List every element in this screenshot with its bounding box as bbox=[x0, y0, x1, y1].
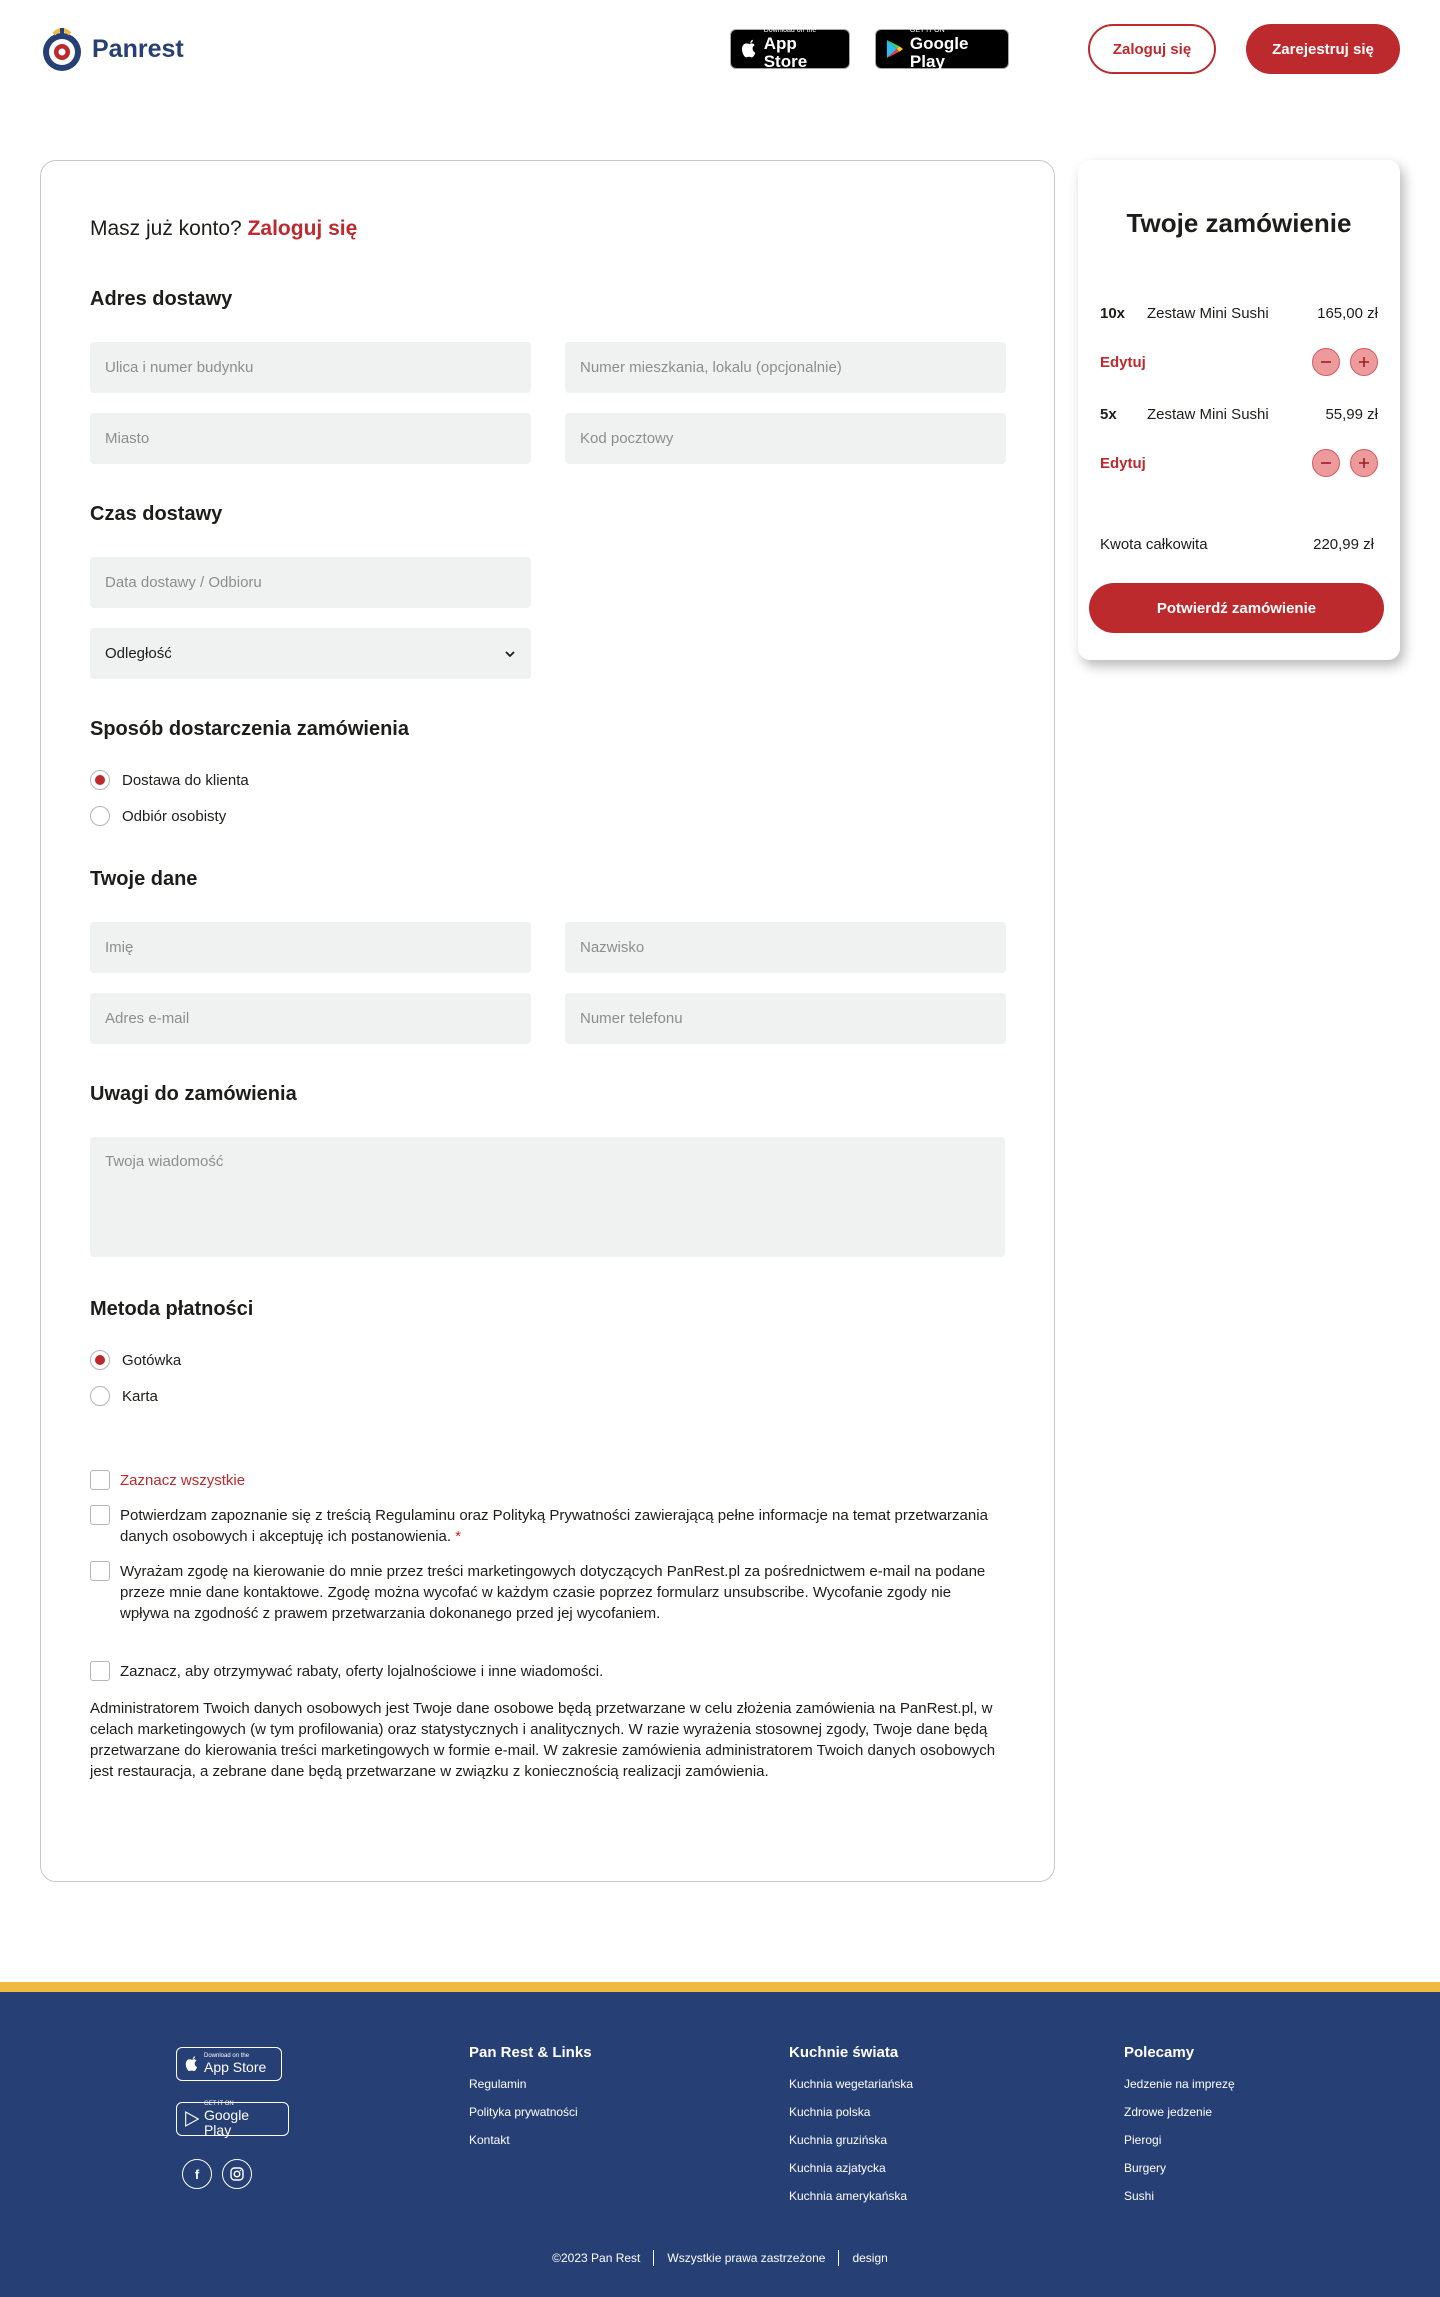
payment-section-title: Metoda płatności bbox=[90, 1298, 254, 1320]
checkbox[interactable] bbox=[90, 1661, 110, 1681]
minus-button[interactable] bbox=[1312, 348, 1340, 376]
order-item-price: 55,99 zł bbox=[1325, 406, 1378, 423]
postal-code-input[interactable]: Kod pocztowy bbox=[565, 413, 1006, 464]
radio-button[interactable] bbox=[90, 770, 110, 790]
google-play-icon bbox=[185, 2111, 199, 2127]
order-summary-card bbox=[1078, 160, 1400, 660]
google-play-small-text: GET IT ON bbox=[909, 27, 945, 34]
delivery-option-pickup-label: Odbiór osobisty bbox=[122, 807, 227, 825]
logo-text: Panrest bbox=[92, 34, 184, 63]
chevron-down-icon bbox=[504, 650, 516, 658]
logo-icon bbox=[40, 24, 84, 74]
checkbox[interactable] bbox=[90, 1505, 110, 1525]
plus-button[interactable] bbox=[1350, 348, 1378, 376]
checkout-form-card bbox=[40, 160, 1055, 1882]
delivery-date-input[interactable]: Data dostawy / Odbioru bbox=[90, 557, 531, 608]
footer-link[interactable]: Polityka prywatności bbox=[469, 2105, 578, 2119]
footer-link[interactable]: Jedzenie na imprezę bbox=[1124, 2077, 1235, 2091]
app-store-badge[interactable] bbox=[730, 29, 850, 69]
order-total-value: 220,99 zł bbox=[1313, 536, 1374, 553]
footer-column-title: Pan Rest & Links bbox=[469, 2044, 592, 2061]
delivery-option-pickup[interactable] bbox=[90, 806, 226, 826]
design-credit-link[interactable]: design bbox=[852, 2251, 888, 2265]
footer-cuisines-column bbox=[789, 2044, 913, 2216]
offers-label: Zaznacz, aby otrzymywać rabaty, oferty lojalnościowe i inne wiadomości. bbox=[120, 1663, 604, 1680]
select-all-label: Zaznacz wszystkie bbox=[120, 1472, 246, 1489]
minus-icon bbox=[1320, 457, 1332, 469]
order-item-price: 165,00 zł bbox=[1317, 305, 1378, 322]
distance-select[interactable] bbox=[90, 628, 531, 679]
your-data-section-title: Twoje dane bbox=[90, 868, 198, 890]
copyright-text: ©2023 Pan Rest bbox=[552, 2251, 641, 2265]
footer-app-store-badge[interactable] bbox=[176, 2047, 282, 2081]
terms-text: Potwierdzam zapoznanie się z treścią Regulaminu oraz Polityką Prywatności zawierającą pełne informacje na temat przetwarzania danych osobowych i akceptuję ich postanowienia. bbox=[120, 1507, 988, 1545]
order-item-controls bbox=[1100, 348, 1378, 376]
last-name-input[interactable]: Nazwisko bbox=[565, 922, 1006, 973]
header-register-button[interactable]: Zarejestruj się bbox=[1246, 24, 1400, 74]
order-item-controls bbox=[1100, 449, 1378, 477]
confirm-order-button[interactable]: Potwierdź zamówienie bbox=[1089, 583, 1384, 633]
order-total-row bbox=[1100, 536, 1374, 553]
notes-section-title: Uwagi do zamówienia bbox=[90, 1083, 297, 1105]
have-account-prompt bbox=[90, 217, 357, 241]
app-store-small-text: Download on the bbox=[763, 27, 817, 34]
plus-icon bbox=[1358, 356, 1370, 368]
footer-google-play-small: GET IT ON bbox=[203, 2100, 234, 2107]
checkbox[interactable] bbox=[90, 1561, 110, 1581]
footer-link[interactable]: Kuchnia amerykańska bbox=[789, 2189, 908, 2203]
checkbox[interactable] bbox=[90, 1470, 110, 1490]
instagram-link[interactable] bbox=[222, 2159, 252, 2189]
footer-link[interactable]: Kontakt bbox=[469, 2133, 510, 2147]
minus-button[interactable] bbox=[1312, 449, 1340, 477]
radio-button[interactable] bbox=[90, 806, 110, 826]
footer-app-store-small: Download on the bbox=[204, 2053, 250, 2059]
logo[interactable] bbox=[40, 24, 184, 74]
apartment-input[interactable]: Numer mieszkania, lokalu (opcjonalnie) bbox=[565, 342, 1006, 393]
footer-google-play-big: Google Play bbox=[203, 2106, 250, 2138]
required-mark: * bbox=[455, 1528, 462, 1545]
marketing-label: Wyrażam zgodę na kierowanie do mnie przez treści marketingowych dotyczących PanRest.pl za pośrednictwem e-mail na podane przeze mnie dane kontaktowe. Zgodę można wycofać w każdym czasie poprzez formularz unsubscribe. Wycofanie zgody nie wpływa na zgodność z prawem przetwarzania dokonanego przed jej wycofaniem. bbox=[120, 1563, 986, 1622]
footer-google-play-badge[interactable] bbox=[176, 2102, 289, 2136]
order-item-name: Zestaw Mini Sushi bbox=[1147, 305, 1269, 322]
address-section-title: Adres dostawy bbox=[90, 288, 233, 310]
payment-option-card[interactable] bbox=[90, 1386, 158, 1406]
have-account-text: Masz już konto? bbox=[90, 217, 242, 240]
street-input[interactable]: Ulica i numer budynku bbox=[90, 342, 531, 393]
city-input[interactable]: Miasto bbox=[90, 413, 531, 464]
facebook-link[interactable] bbox=[182, 2159, 212, 2189]
consent-marketing[interactable] bbox=[90, 1561, 1010, 1624]
minus-icon bbox=[1320, 356, 1332, 368]
rights-text: Wszystkie prawa zastrzeżone bbox=[667, 2251, 826, 2265]
consent-offers[interactable] bbox=[90, 1661, 1010, 1682]
footer-column-title: Polecamy bbox=[1124, 2044, 1195, 2061]
footer-link[interactable]: Sushi bbox=[1124, 2189, 1155, 2203]
radio-button[interactable] bbox=[90, 1350, 110, 1370]
terms-label bbox=[120, 1505, 1000, 1547]
footer-link[interactable]: Zdrowe jedzenie bbox=[1124, 2105, 1213, 2119]
footer-links-column bbox=[469, 2044, 592, 2160]
site-header bbox=[0, 0, 1440, 100]
footer-link[interactable]: Regulamin bbox=[469, 2077, 527, 2091]
distance-select-value: Odległość bbox=[105, 645, 172, 662]
payment-option-cash-label: Gotówka bbox=[122, 1351, 182, 1369]
app-store-big-text: App Store bbox=[763, 34, 808, 71]
order-item bbox=[1100, 406, 1378, 423]
google-play-badge[interactable] bbox=[875, 29, 1009, 69]
instagram-icon bbox=[230, 2167, 244, 2181]
footer-app-store-big: App Store bbox=[204, 2059, 267, 2075]
apple-icon bbox=[741, 39, 758, 59]
order-title: Twoje zamówienie bbox=[1126, 208, 1352, 238]
order-item-qty: 5x bbox=[1100, 406, 1117, 423]
consent-select-all[interactable] bbox=[90, 1470, 1010, 1491]
footer-column-title: Kuchnie świata bbox=[789, 2044, 899, 2061]
footer-link[interactable]: Kuchnia polska bbox=[789, 2105, 871, 2119]
radio-button[interactable] bbox=[90, 1386, 110, 1406]
order-total-label: Kwota całkowita bbox=[1100, 536, 1208, 553]
edit-item-link[interactable]: Edytuj bbox=[1100, 454, 1146, 472]
footer-link[interactable]: Kuchnia gruzińska bbox=[789, 2133, 888, 2147]
form-login-link[interactable]: Zaloguj się bbox=[247, 217, 358, 240]
plus-button[interactable] bbox=[1350, 449, 1378, 477]
order-item bbox=[1100, 305, 1378, 322]
first-name-input[interactable]: Imię bbox=[90, 922, 531, 973]
footer-link[interactable]: Kuchnia azjatycka bbox=[789, 2161, 886, 2175]
delivery-time-section-title: Czas dostawy bbox=[90, 503, 223, 525]
footer-link[interactable]: Kuchnia wegetariańska bbox=[789, 2077, 914, 2091]
delivery-method-section-title: Sposób dostarczenia zamówienia bbox=[90, 718, 409, 740]
email-input[interactable]: Adres e-mail bbox=[90, 993, 531, 1044]
delivery-option-courier-label: Dostawa do klienta bbox=[122, 771, 249, 789]
copyright-bar bbox=[0, 2250, 1440, 2266]
footer-link[interactable]: Burgery bbox=[1124, 2161, 1167, 2175]
order-item-qty: 10x bbox=[1100, 305, 1126, 322]
payment-option-card-label: Karta bbox=[122, 1387, 158, 1405]
message-textarea[interactable]: Twoja wiadomość bbox=[90, 1137, 1005, 1257]
data-admin-notice: Administratorem Twoich danych osobowych jest Twoje dane osobowe będą przetwarzane w celu złożenia zamówienia na PanRest.pl, w celach marketingowych (w tym profilowania) oraz statystycznych i analitycznych. W razie wyrażenia stosownej zgody, Twoje dane będą przetwarzane do kierowania treści marketingowych w formie e-mail. W zakresie zamówienia administratorem Twoich danych osobowych jest restauracja, a zebrane dane będą przetwarzane w związku z koniecznością realizacji zamówienia. bbox=[90, 1700, 996, 1780]
footer-recommended-column bbox=[1124, 2044, 1235, 2216]
apple-icon bbox=[185, 2056, 199, 2072]
payment-option-cash[interactable] bbox=[90, 1350, 181, 1370]
edit-item-link[interactable]: Edytuj bbox=[1100, 353, 1146, 371]
order-item-name: Zestaw Mini Sushi bbox=[1147, 406, 1269, 423]
google-play-big-text: Google Play bbox=[909, 34, 969, 71]
delivery-option-courier[interactable] bbox=[90, 770, 249, 790]
phone-input[interactable]: Numer telefonu bbox=[565, 993, 1006, 1044]
footer-link[interactable]: Pierogi bbox=[1124, 2133, 1162, 2147]
google-play-icon bbox=[886, 38, 904, 60]
consent-terms[interactable] bbox=[90, 1505, 1010, 1547]
plus-icon bbox=[1358, 457, 1370, 469]
header-login-button[interactable]: Zaloguj się bbox=[1088, 24, 1216, 74]
facebook-icon: f bbox=[194, 2166, 200, 2182]
